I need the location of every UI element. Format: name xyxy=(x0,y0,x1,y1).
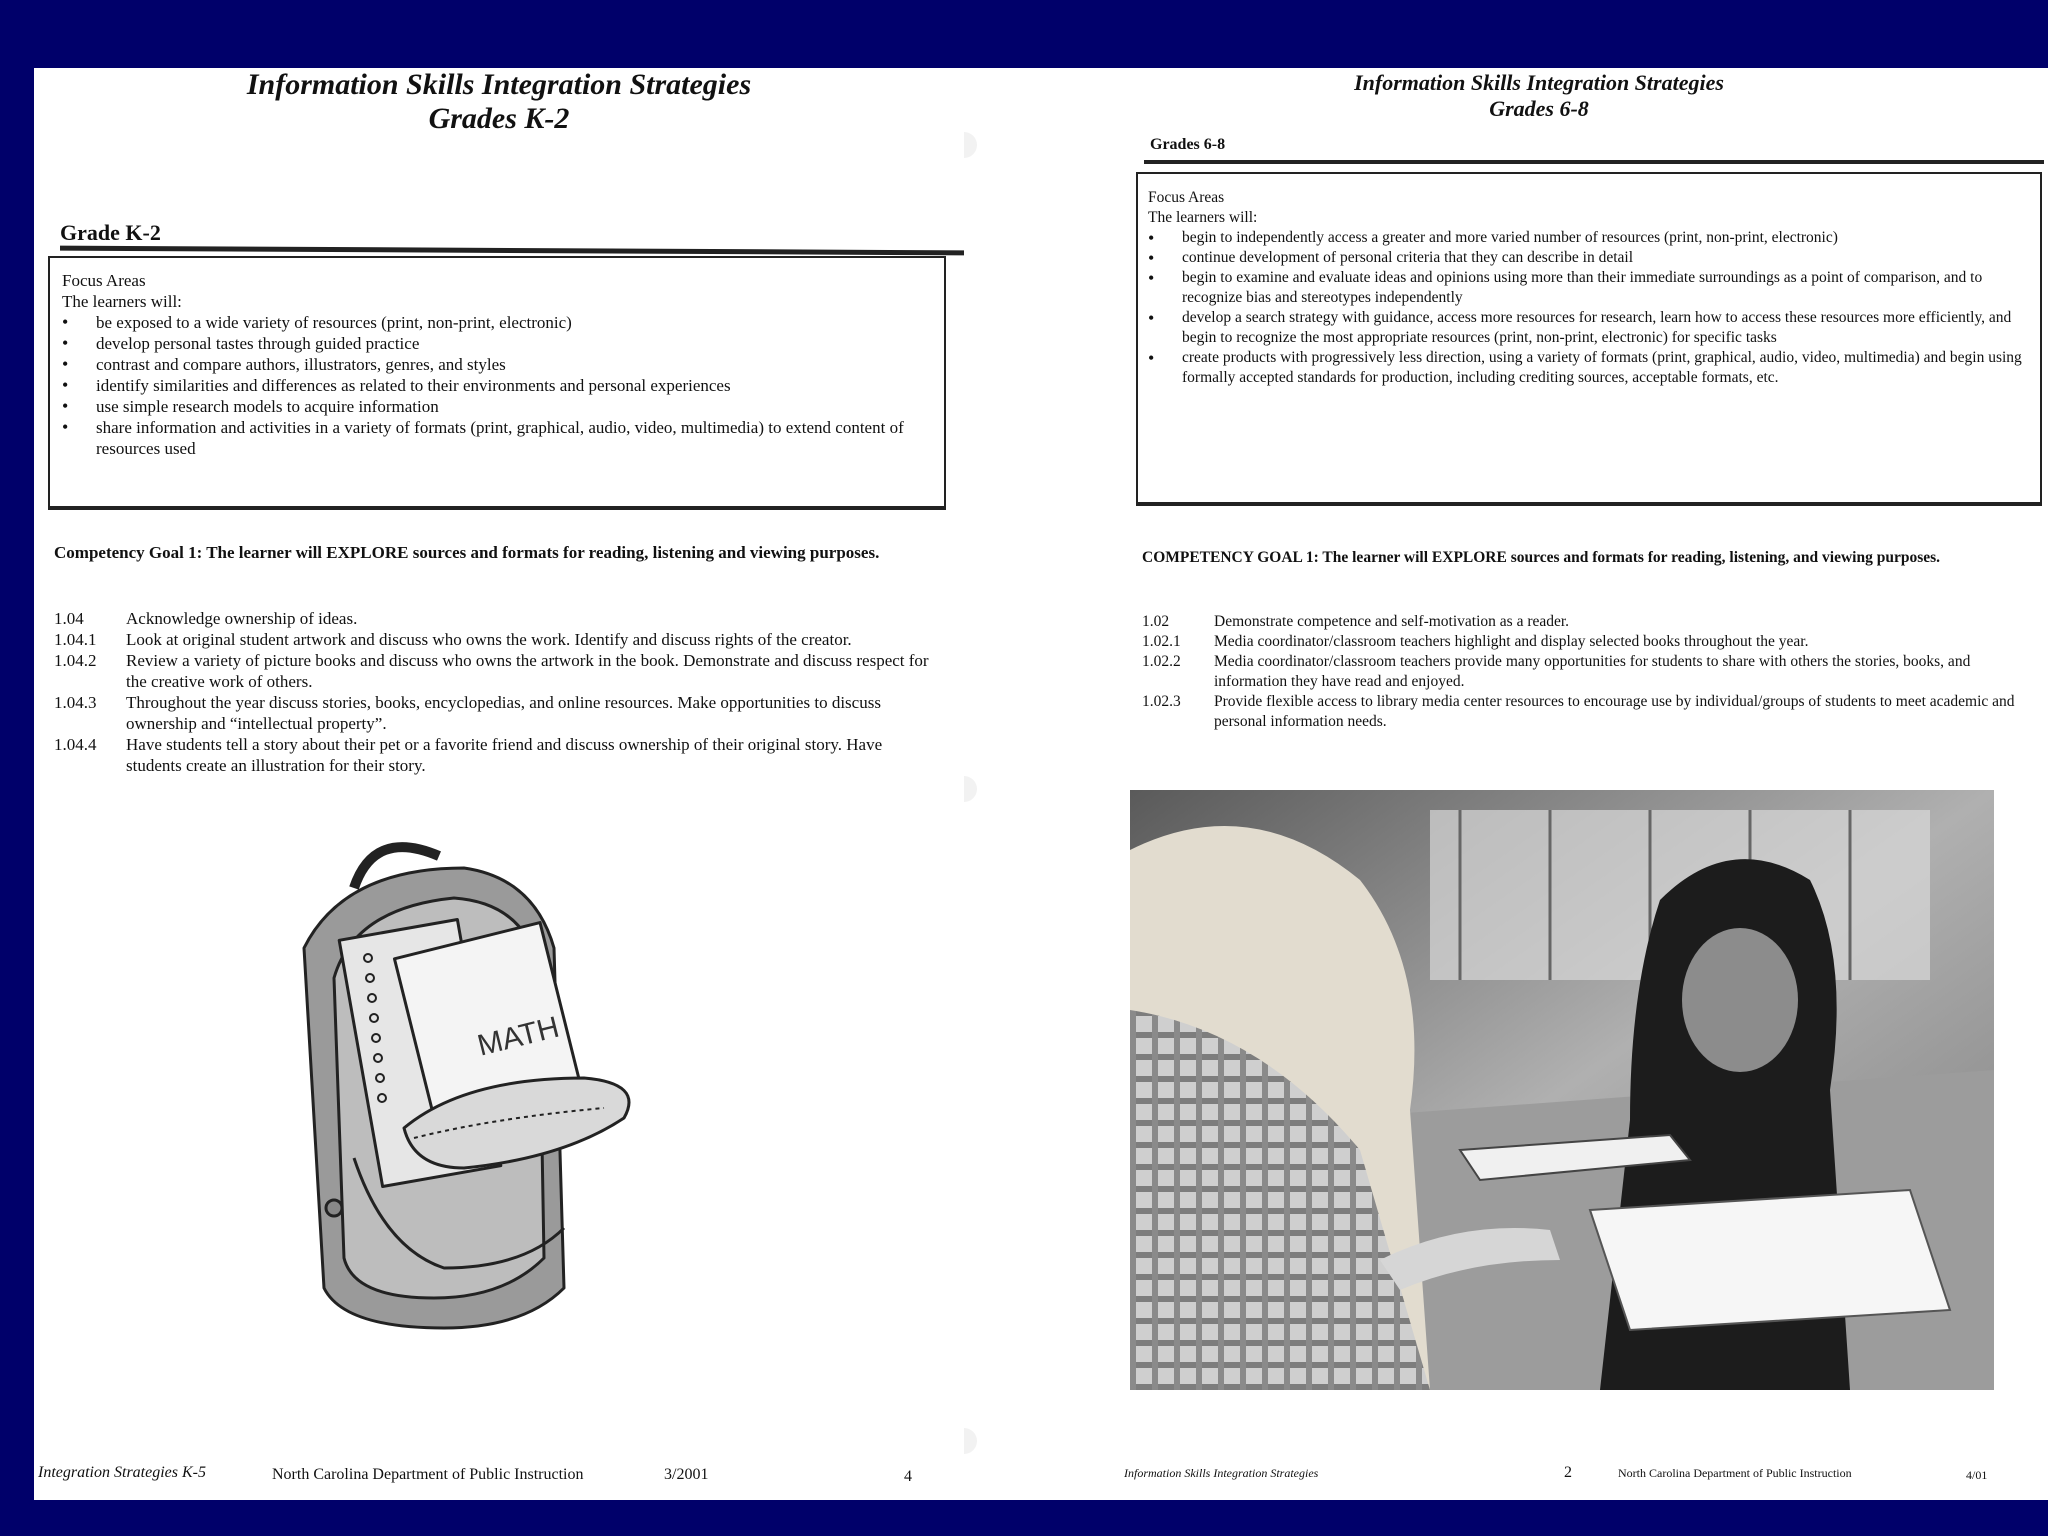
left-focus-heading: Focus Areas xyxy=(62,271,146,290)
objective-text: Media coordinator/classroom teachers provide many opportunities for students to share with others the stories, books, and information they have read and enjoyed. xyxy=(1214,653,1971,690)
objective-text: Have students tell a story about their pet or a favorite friend and discuss ownership of their original story. Have students create an illustration for their story. xyxy=(126,735,883,775)
left-footer-dept: North Carolina Department of Public Instruction xyxy=(272,1466,584,1483)
left-title-line1: Information Skills Integration Strategies xyxy=(246,68,752,101)
list-item: • share information and activities in a variety of formats (print, graphical, audio, video, multimedia) to extend content of resources used xyxy=(62,417,928,459)
right-footer-date: 4/01 xyxy=(1966,1468,1988,1482)
list-item: • continue development of personal criteria that they can describe in detail xyxy=(1148,248,2022,268)
punch-hole xyxy=(964,1428,977,1454)
list-item: • use simple research models to acquire information xyxy=(62,396,928,417)
right-focus-list xyxy=(1148,228,2022,388)
left-footer-page: 4 xyxy=(904,1468,912,1485)
objective-row xyxy=(1142,632,2022,652)
objective-row xyxy=(54,692,934,734)
objective-number: 1.02.3 xyxy=(1142,693,1181,710)
left-page xyxy=(34,68,964,1500)
objective-text: Demonstrate competence and self-motivation as a reader. xyxy=(1214,613,1570,630)
right-page xyxy=(964,68,2048,1500)
objective-text: Provide flexible access to library media center resources to encourage use by individual/groups of students to meet academic and personal information needs. xyxy=(1214,693,2015,730)
objective-row xyxy=(54,650,934,692)
list-item: • develop personal tastes through guided practice xyxy=(62,333,928,354)
list-item: • begin to independently access a greater and more varied number of resources (print, non-print, electronic) xyxy=(1148,228,2022,248)
left-box-bottom-rule xyxy=(48,506,946,510)
punch-hole xyxy=(964,132,977,158)
list-item: • develop a search strategy with guidance, access more resources for research, learn how to access these resources more efficiently, and begin to recognize the most appropriate resources (print, non-print, electronic) for specific tasks xyxy=(1148,308,2022,348)
left-footer-title: Integration Strategies K-5 xyxy=(38,1464,206,1481)
objective-number: 1.04.3 xyxy=(54,693,97,712)
list-item: • begin to examine and evaluate ideas and opinions using more than their immediate surroundings as a point of comparison, and to recognize bias and stereotypes independently xyxy=(1148,268,2022,308)
objective-number: 1.02.2 xyxy=(1142,653,1181,670)
objective-text: Acknowledge ownership of ideas. xyxy=(126,609,358,628)
right-focus-heading: Focus Areas xyxy=(1148,189,1225,206)
right-title-line2: Grades 6-8 xyxy=(1489,96,1589,121)
objective-row xyxy=(1142,652,2022,692)
right-objectives xyxy=(1142,612,2022,732)
objective-number: 1.04.2 xyxy=(54,651,97,670)
left-grade-heading: Grade K-2 xyxy=(60,220,161,245)
objective-number: 1.04.1 xyxy=(54,630,97,649)
objective-row xyxy=(1142,692,2022,732)
list-item: • be exposed to a wide variety of resources (print, non-print, electronic) xyxy=(62,312,928,333)
right-grade-heading: Grades 6-8 xyxy=(1150,136,1226,153)
left-competency-goal: Competency Goal 1: The learner will EXPLORE sources and formats for reading, listening and viewing purposes. xyxy=(54,543,880,562)
left-objectives xyxy=(54,608,934,776)
left-heading-rule xyxy=(60,246,964,256)
objective-text: Look at original student artwork and discuss who owns the work. Identify and discuss rights of the creator. xyxy=(126,630,852,649)
left-focus-box xyxy=(48,256,946,508)
right-footer-page: 2 xyxy=(1564,1464,1572,1481)
left-title-line2: Grades K-2 xyxy=(428,102,570,135)
left-focus-list xyxy=(62,312,928,459)
objective-row xyxy=(1142,612,2022,632)
list-item: • create products with progressively less direction, using a variety of formats (print, graphical, audio, video, multimedia) and begin using formally accepted standards for production, including crediting sources, acceptable formats, etc. xyxy=(1148,348,2022,388)
right-title-line1: Information Skills Integration Strategies xyxy=(1354,70,1724,95)
objective-row xyxy=(54,629,934,650)
left-footer-date: 3/2001 xyxy=(664,1466,709,1483)
right-footer-title: Information Skills Integration Strategies xyxy=(1124,1466,1319,1480)
left-title xyxy=(34,68,964,136)
right-title xyxy=(1104,70,1974,122)
right-competency-goal: COMPETENCY GOAL 1: The learner will EXPLORE sources and formats for reading, listening, and viewing purposes. xyxy=(1142,549,1941,566)
objective-number: 1.02 xyxy=(1142,613,1170,630)
objective-number: 1.04.4 xyxy=(54,735,97,754)
backpack-illustration xyxy=(264,828,744,1348)
objective-text: Media coordinator/classroom teachers highlight and display selected books throughout the year. xyxy=(1214,633,1809,650)
right-footer-dept: North Carolina Department of Public Instruction xyxy=(1618,1466,1852,1480)
objective-text: Review a variety of picture books and discuss who owns the artwork in the book. Demonstrate and discuss respect for the creative work of others. xyxy=(126,651,929,691)
right-learners-will: The learners will: xyxy=(1148,209,1258,226)
right-box-bottom-rule xyxy=(1136,502,2042,506)
right-heading-rule xyxy=(1144,160,2044,164)
objective-row xyxy=(54,734,934,776)
objective-number: 1.04 xyxy=(54,609,84,628)
list-item: • contrast and compare authors, illustrators, genres, and styles xyxy=(62,354,928,375)
objective-number: 1.02.1 xyxy=(1142,633,1181,650)
punch-hole xyxy=(964,776,977,802)
left-learners-will: The learners will: xyxy=(62,292,182,311)
objective-text: Throughout the year discuss stories, books, encyclopedias, and online resources. Make opportunities to discuss ownership and “intellectual property”. xyxy=(126,693,881,733)
right-focus-box xyxy=(1136,172,2042,504)
objective-row xyxy=(54,608,934,629)
students-reading-photo xyxy=(1130,790,1994,1390)
math-book-label: MATH xyxy=(474,1010,563,1063)
list-item: • identify similarities and differences as related to their environments and personal experiences xyxy=(62,375,928,396)
